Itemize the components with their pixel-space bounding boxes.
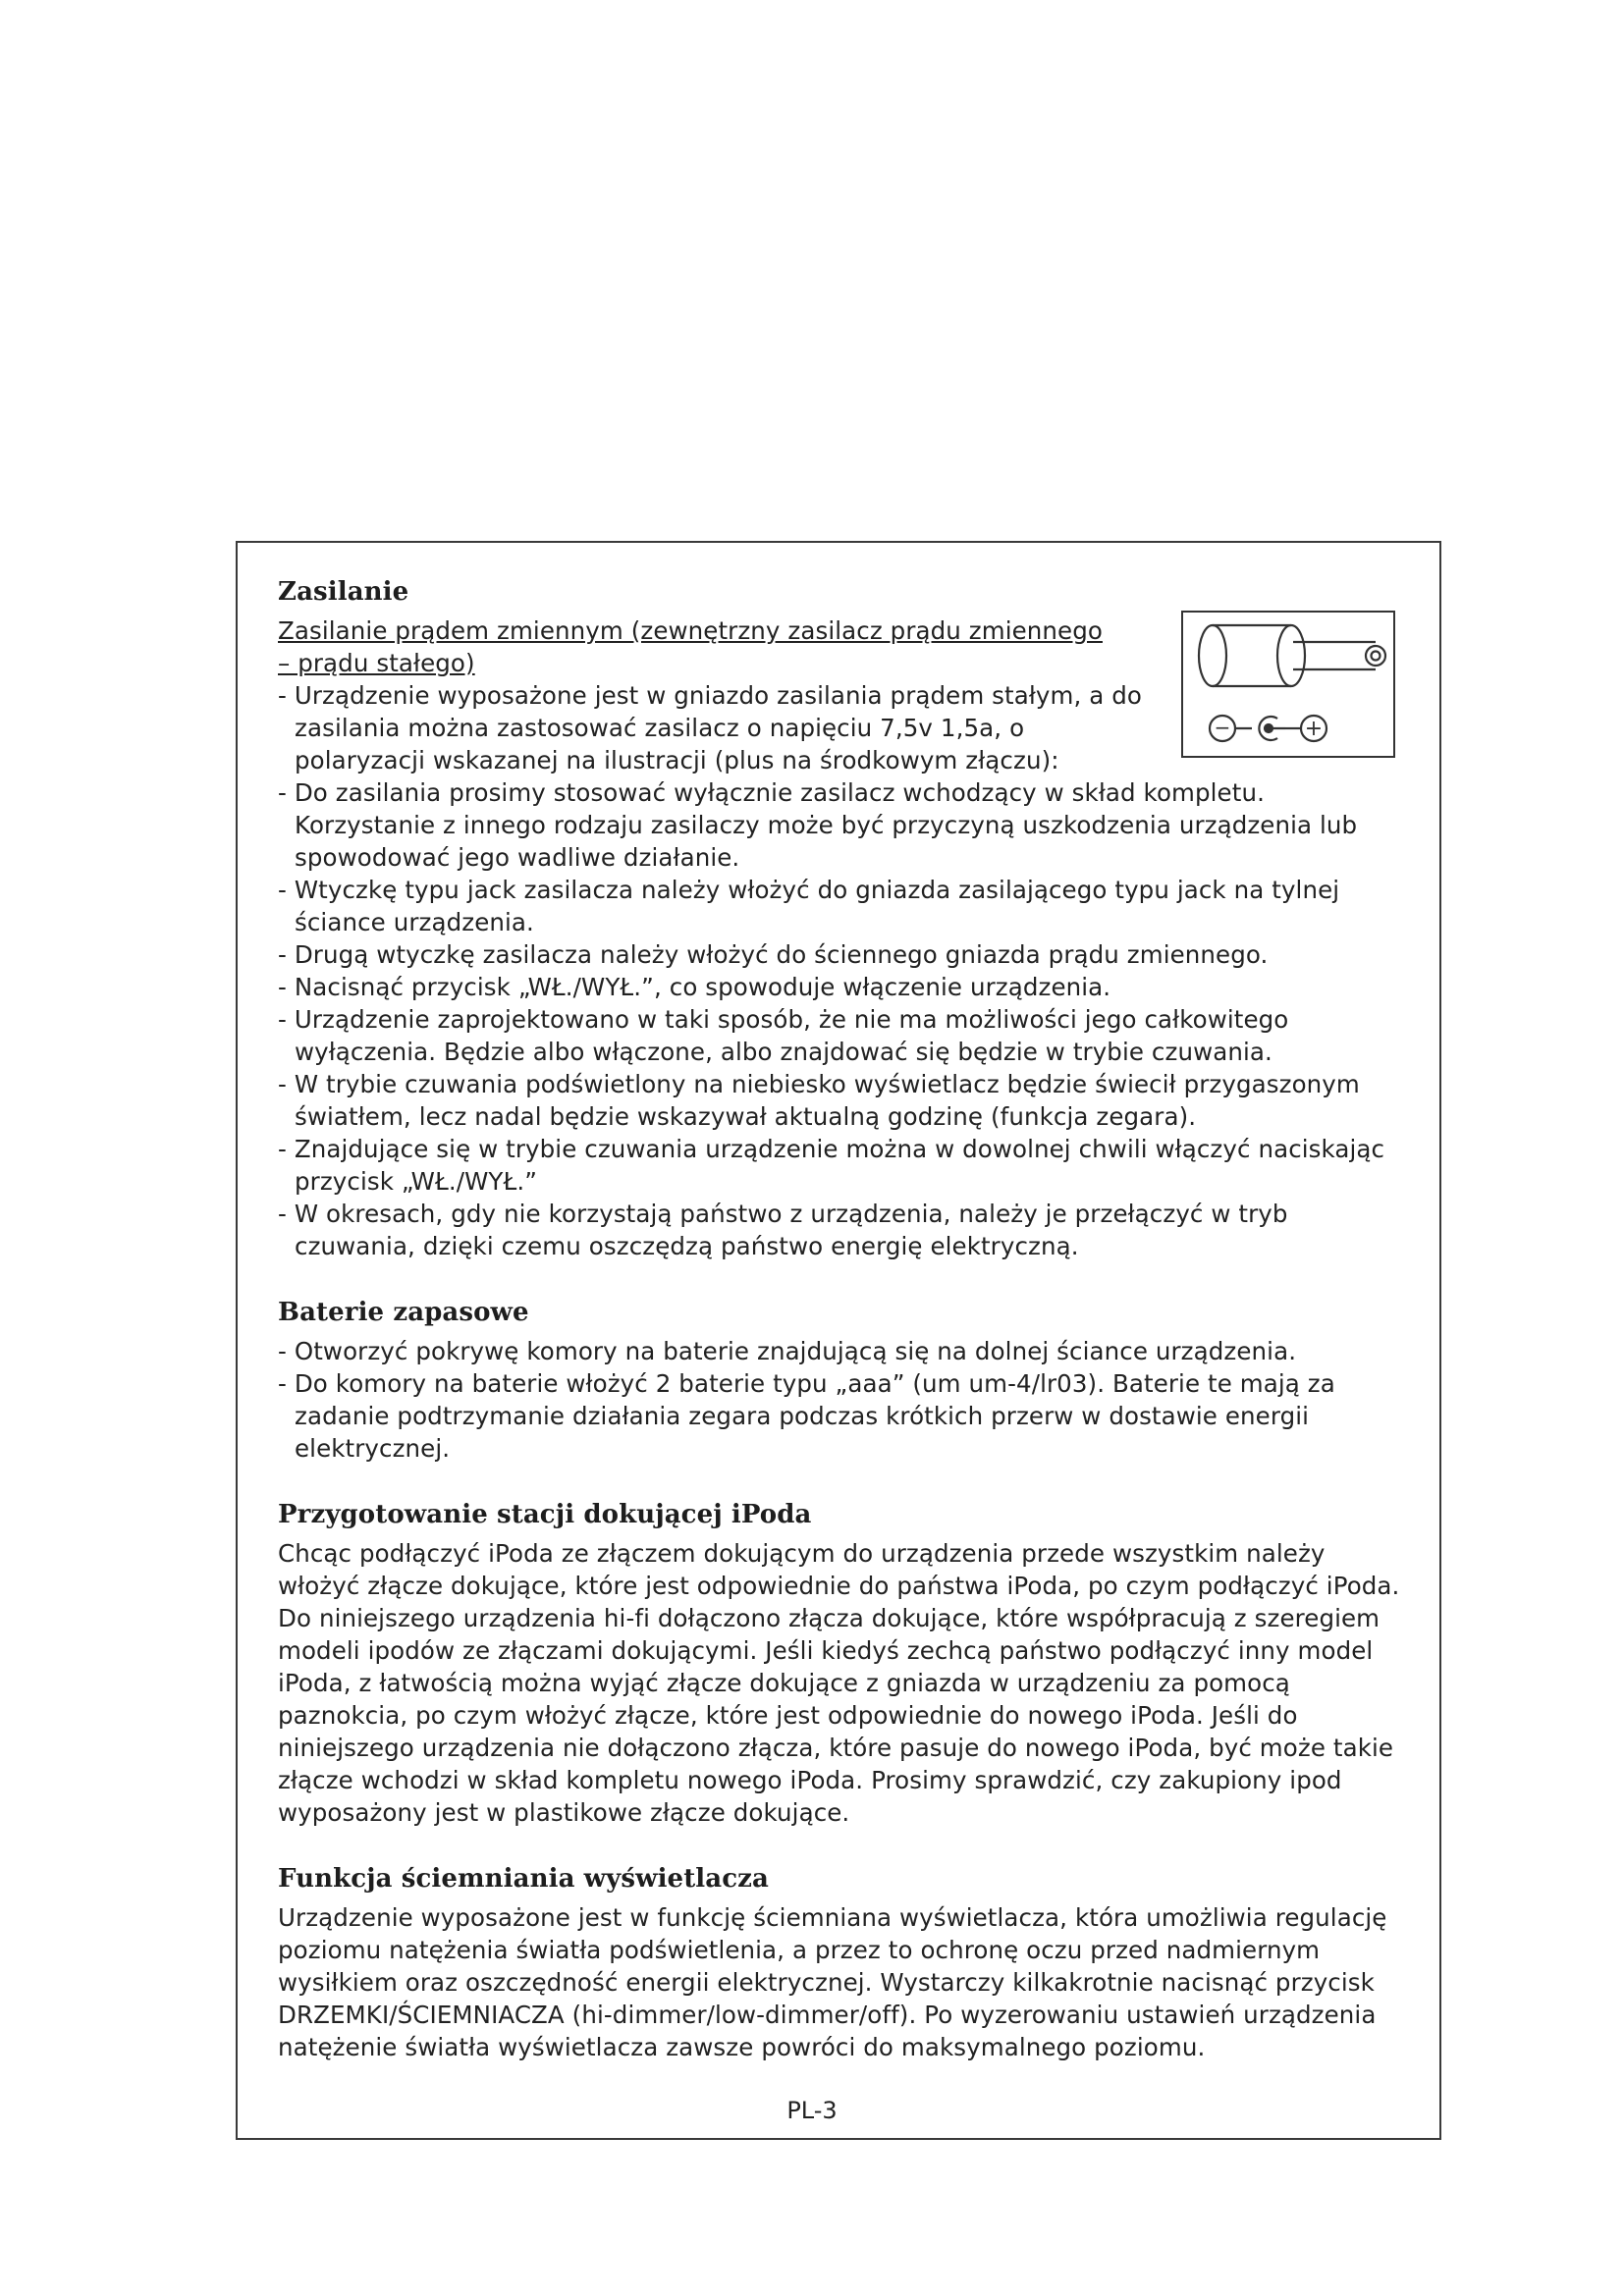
- paragraph: Do niniejszego urządzenia hi-fi dołączono złącza dokujące, które współpracują z szeregiem modeli ipodów ze złączami dokującymi. Jeśli kiedyś zechcą państwo podłączyć inny model iPoda, z łatwością można wyjąć złącze dokujące z gniazda w urządzeniu za pomocą paznokcia, po czym włożyć złącze, które jest odpowiednie do nowego iPoda. Jeśli do niniejszego urządzenia nie dołączono złącza, które pasuje do nowego iPoda, być może takie złącze wchodzi w skład kompletu nowego iPoda. Prosimy sprawdzić, czy zakupiony ipod wyposażony jest w plastikowe złącze dokujące.: [278, 1604, 1394, 1827]
- section-heading: Przygotowanie stacji dokującej iPoda: [278, 1500, 812, 1529]
- bullet-list: [278, 776, 1407, 1262]
- section-zasilanie: [278, 575, 1407, 1262]
- list-item: - Nacisnąć przycisk „WŁ./WYŁ.”, co spowoduje włączenie urządzenia.: [278, 971, 1407, 1003]
- list-item: - W trybie czuwania podświetlony na niebiesko wyświetlacz będzie świecił przygaszonym światłem, lecz nadal będzie wskazywał aktualną godzinę (funkcja zegara).: [278, 1068, 1407, 1133]
- section-ipod: [278, 1498, 1407, 1829]
- bullet-list: [278, 679, 1407, 776]
- list-item: - Urządzenie wyposażone jest w gniazdo zasilania prądem stałym, a do zasilania można zastosować zasilacz o napięciu 7,5v 1,5a, o polaryzacji wskazanej na ilustracji (plus na środkowym złączu):: [278, 679, 1159, 776]
- plus-symbol: +: [1304, 717, 1324, 741]
- bullet-list: [278, 1335, 1407, 1465]
- paragraph: Urządzenie wyposażone jest w funkcję ściemniana wyświetlacza, która umożliwia regulację poziomu natężenia światła podświetlenia, a przez to ochronę oczu przed nadmiernym wysiłkiem oraz oszczędność energii elektrycznej. Wystarczy kilkakrotnie nacisnąć przycisk DRZEMKI/ŚCIEMNIACZA (hi-dimmer/low-dimmer/off). Po wyzerowaniu ustawień urządzenia natężenie światła wyświetlacza zawsze powróci do maksymalnego poziomu.: [278, 1903, 1387, 2061]
- list-item: - W okresach, gdy nie korzystają państwo z urządzenia, należy je przełączyć w tryb czuwania, dzięki czemu oszczędzą państwo energię elektryczną.: [278, 1198, 1407, 1262]
- page-number: PL-3: [786, 2097, 838, 2124]
- section-sciemnianie: [278, 1862, 1407, 2063]
- list-item: - Do komory na baterie włożyć 2 baterie typu „aaa” (um um-4/lr03). Baterie te mają za zadanie podtrzymanie działania zegara podczas krótkich przerw w dostawie energii elektrycznej.: [278, 1367, 1407, 1465]
- minus-symbol: −: [1214, 716, 1231, 739]
- section-subheading: Zasilanie prądem zmiennym (zewnętrzny zasilacz prądu zmiennego – prądu stałego): [278, 616, 1103, 677]
- section-baterie: [278, 1296, 1407, 1465]
- list-item: - Urządzenie zaprojektowano w taki sposób, że nie ma możliwości jego całkowitego wyłączenia. Będzie albo włączone, albo znajdować się będzie w trybie czuwania.: [278, 1003, 1407, 1068]
- list-item: - Wtyczkę typu jack zasilacza należy włożyć do gniazda zasilającego typu jack na tylnej ściance urządzenia.: [278, 874, 1407, 938]
- paragraph: Chcąc podłączyć iPoda ze złączem dokującym do urządzenia przede wszystkim należy włożyć złącze dokujące, które jest odpowiednie do państwa iPoda, po czym podłączyć iPoda.: [278, 1539, 1400, 1600]
- list-item: - Otworzyć pokrywę komory na baterie znajdującą się na dolnej ściance urządzenia.: [278, 1335, 1407, 1367]
- document-content: [278, 575, 1407, 2097]
- section-heading: Zasilanie: [278, 577, 409, 607]
- section-heading: Funkcja ściemniania wyświetlacza: [278, 1864, 769, 1894]
- list-item: - Znajdujące się w trybie czuwania urządzenie można w dowolnej chwili włączyć naciskając przycisk „WŁ./WYŁ.”: [278, 1133, 1407, 1198]
- list-item: - Do zasilania prosimy stosować wyłącznie zasilacz wchodzący w skład kompletu. Korzystanie z innego rodzaju zasilaczy może być przyczyną uszkodzenia urządzenia lub spowodować jego wadliwe działanie.: [278, 776, 1407, 874]
- section-heading: Baterie zapasowe: [278, 1298, 529, 1327]
- list-item: - Drugą wtyczkę zasilacza należy włożyć do ściennego gniazda prądu zmiennego.: [278, 938, 1407, 971]
